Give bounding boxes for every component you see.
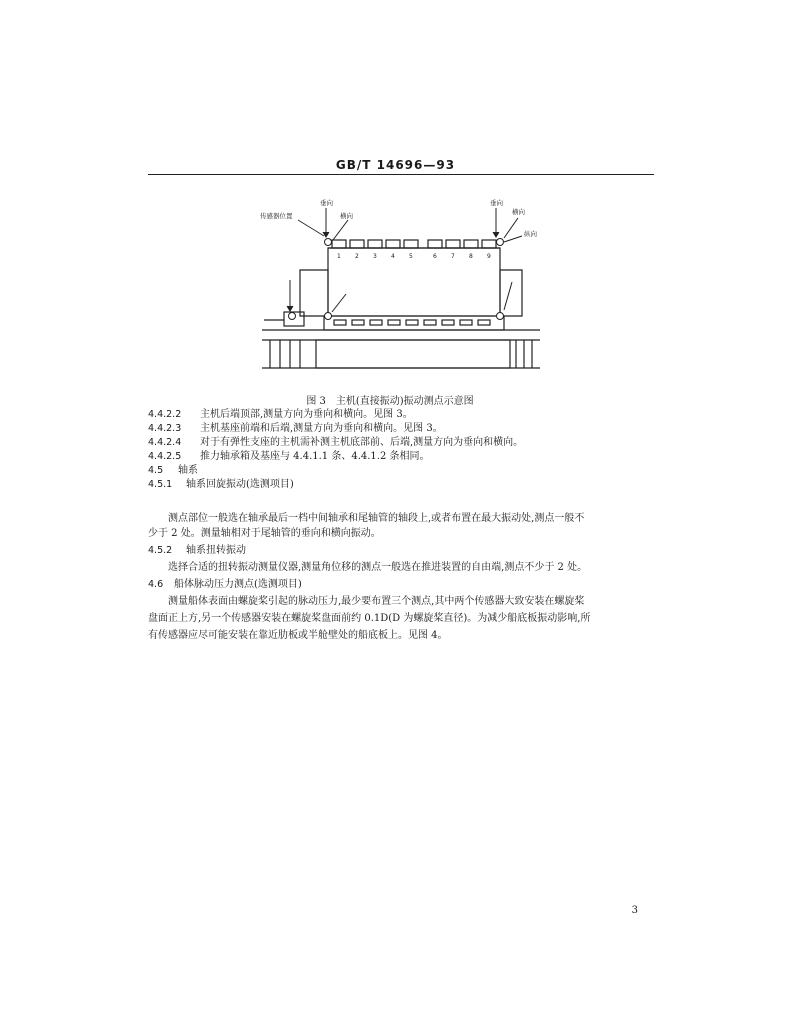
item-number: 4.4.2.2 — [148, 409, 182, 420]
section-4-5-2 — [148, 543, 246, 558]
measurement-arrows — [287, 208, 522, 312]
cylinder-number: 8 — [469, 253, 473, 260]
right-axial-label: 纵向 — [524, 230, 537, 238]
paragraph-4-5-1-line1: 测点部位一般选在轴承最后一档中间轴承和尾轴管的轴段上,或者布置在最大振动处,测点一般不 — [168, 513, 585, 524]
page-number: 3 — [631, 905, 638, 916]
engine-block — [328, 248, 500, 316]
cylinder-number: 7 — [451, 253, 455, 260]
section-4-5-1 — [148, 478, 523, 492]
left-vertical-label: 垂向 — [320, 199, 333, 207]
foundation — [316, 340, 510, 368]
item-number: 4.4.2.4 — [148, 437, 182, 448]
right-vertical-label: 垂向 — [490, 199, 503, 207]
sensor-position-label: 传感器位置 — [260, 212, 293, 220]
sensor-position-leader — [298, 220, 324, 236]
item-4-4-2-3 — [148, 422, 523, 436]
item-4-4-2-4 — [148, 436, 523, 450]
item-4-4-2-5 — [148, 450, 523, 464]
item-number: 4.4.2.3 — [148, 423, 182, 434]
item-4-4-2-2 — [148, 408, 523, 422]
cylinder-number: 6 — [433, 253, 437, 260]
cylinder-number: 3 — [373, 253, 377, 260]
section-4-6 — [148, 577, 302, 592]
paragraph-4-5-2: 选择合适的扭转振动测量仪器,测量角位移的测点一般选在推进装置的自由端,测点不少于 2 处。 — [168, 562, 588, 573]
cylinder-number: 9 — [487, 253, 491, 260]
engine-vibration-figure — [240, 190, 540, 380]
item-text: 轴系扭转振动 — [186, 545, 246, 556]
item-text: 对于有弹性支座的主机需补测主机底部前、后端,测量方向为垂向和横向。 — [200, 437, 524, 448]
item-number: 4.5.1 — [148, 479, 173, 490]
figure-caption: 图 3 主机(直接振动)振动测点示意图 — [306, 396, 474, 407]
section-4-5 — [148, 464, 523, 478]
right-lateral-label: 横向 — [512, 208, 525, 216]
cylinder-number: 4 — [391, 253, 395, 260]
item-text: 主机基座前端和后端,测量方向为垂向和横向。见图 3。 — [200, 423, 443, 434]
header-rule — [148, 174, 654, 175]
item-text: 主机后端顶部,测量方向为垂向和横向。见图 3。 — [200, 409, 413, 420]
section-list — [148, 408, 523, 492]
item-text: 船体脉动压力测点(选测项目) — [174, 579, 302, 590]
item-number: 4.4.2.5 — [148, 451, 182, 462]
sensor-markers — [289, 239, 504, 320]
item-text: 轴系 — [178, 465, 198, 476]
cylinder-heads — [332, 240, 496, 248]
cylinder-number-row — [337, 253, 491, 260]
item-number: 4.6 — [148, 579, 164, 590]
item-text: 推力轴承箱及基座与 4.4.1.1 条、4.4.1.2 条相同。 — [200, 451, 430, 462]
item-text: 轴系回旋振动(选测项目) — [186, 479, 294, 490]
left-lateral-label: 横向 — [340, 212, 353, 220]
cylinder-number: 2 — [355, 253, 359, 260]
bedplate-slots — [334, 320, 490, 325]
paragraph-4-6-line1: 测量船体表面由螺旋桨引起的脉动压力,最少要布置三个测点,其中两个传感器大致安装在螺旋桨 — [168, 596, 585, 607]
paragraph-4-5-1-line2: 少于 2 处。测量轴相对于尾轴管的垂向和横向振动。 — [148, 528, 381, 539]
item-number: 4.5 — [148, 465, 164, 476]
paragraph-4-6-line2: 盘面正上方,另一个传感器安装在螺旋桨盘面前约 0.1D(D 为螺旋桨直径)。为减少船底板振动影响,所 — [148, 613, 591, 624]
cylinder-number: 1 — [337, 253, 341, 260]
bedplate — [324, 316, 504, 330]
paragraph-4-6-line3: 有传感器应尽可能安装在靠近肋板或半舱壁处的船底板上。见图 4。 — [148, 630, 448, 641]
standard-header: GB/T 14696—93 — [335, 158, 456, 172]
cylinder-number: 5 — [409, 253, 413, 260]
item-number: 4.5.2 — [148, 545, 173, 556]
